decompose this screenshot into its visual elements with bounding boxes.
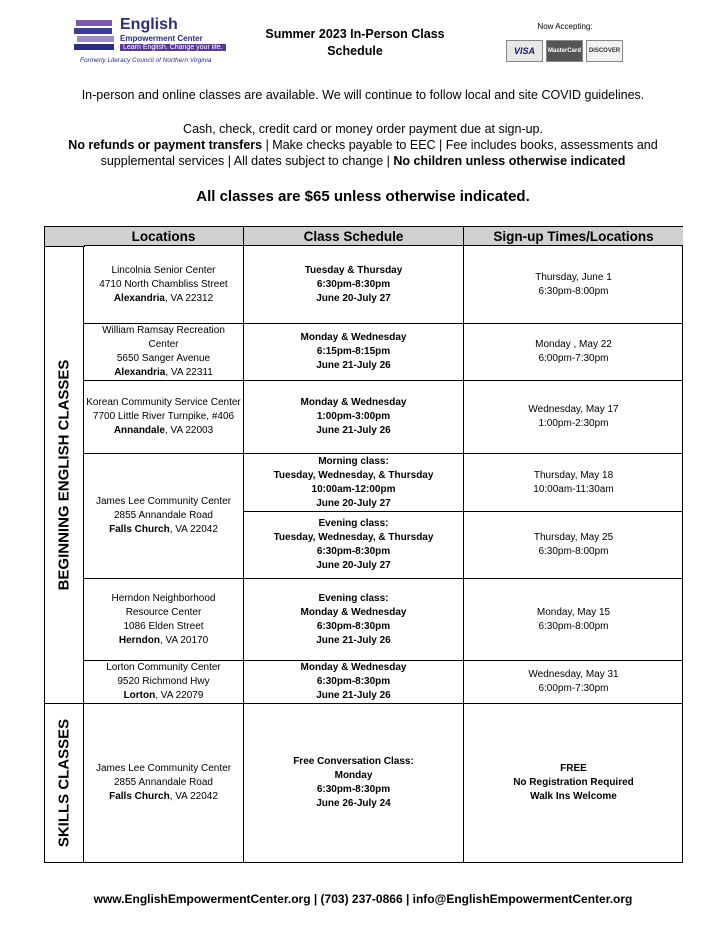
- table-row-schedule: [244, 246, 464, 324]
- schedule-dates: June 21-July 26: [316, 360, 391, 371]
- books-icon: [74, 18, 116, 52]
- header-corner: [45, 227, 85, 247]
- location-city-line: [114, 424, 213, 438]
- schedule-dates: June 21-July 26: [316, 690, 391, 701]
- table-row-schedule: [244, 324, 464, 381]
- table-row-signup-evening: [464, 512, 683, 579]
- table-row-schedule: [244, 661, 464, 704]
- price-note: All classes are $65 unless otherwise indicated.: [196, 188, 530, 205]
- schedule-time: 6:30pm-8:30pm: [316, 620, 391, 632]
- location-address: 4710 North Chambliss Street: [99, 278, 228, 290]
- signup-date: Monday , May 22: [535, 339, 612, 350]
- header-signup: Sign-up Times/Locations: [464, 227, 683, 246]
- payment-cards: [506, 40, 623, 62]
- location-city: Alexandria: [114, 367, 166, 378]
- signup-date: Thursday, June 1: [535, 271, 612, 283]
- location-address: 1086 Elden Street: [123, 620, 204, 632]
- location-state: , VA 20170: [159, 634, 209, 646]
- intro-line-3: [0, 137, 726, 153]
- signup-date: Thursday, May 25: [533, 532, 614, 543]
- signup-time: 6:00pm-7:30pm: [538, 683, 609, 694]
- schedule-class-type: Free Conversation Class:: [293, 756, 414, 767]
- schedule-days: Monday & Wednesday: [300, 332, 407, 343]
- header-class-schedule: Class Schedule: [244, 227, 464, 246]
- location-city: Falls Church: [109, 791, 170, 802]
- location-state: , VA 22312: [164, 292, 214, 304]
- schedule-dates: June 20-July 27: [316, 497, 391, 509]
- page-title: Summer 2023 In-Person Class Schedule: [265, 27, 445, 58]
- table-row-signup: [464, 381, 683, 454]
- location-name: James Lee Community Center: [95, 763, 232, 774]
- location-city: Herndon: [118, 634, 160, 646]
- location-state: , VA 22042: [169, 524, 218, 535]
- logo-former-name: Formerly Literacy Council of Northern Virginia: [80, 57, 212, 64]
- schedule-days: Tuesday, Wednesday, & Thursday: [273, 532, 434, 543]
- signup-date: Wednesday, May 17: [528, 404, 619, 415]
- no-children-note: No children unless otherwise indicated: [393, 154, 626, 168]
- signup-date: Wednesday, May 31: [528, 669, 619, 680]
- schedule-dates: June 20-July 27: [316, 560, 391, 571]
- signup-time: 6:30pm-8:00pm: [538, 546, 609, 557]
- schedule-time: 6:30pm-8:30pm: [316, 784, 391, 795]
- signup-time: 6:30pm-8:00pm: [538, 285, 609, 297]
- location-city-line: [109, 790, 218, 804]
- intro-line-2: Cash, check, credit card or money order payment due at sign-up.: [183, 122, 543, 136]
- location-state: , VA 22042: [169, 791, 218, 802]
- location-city-line: [109, 523, 218, 537]
- table-row-schedule: [244, 704, 464, 862]
- schedule-class-type: Evening class:: [318, 518, 389, 529]
- now-accepting-label: Now Accepting:: [537, 22, 593, 31]
- section-skills: [45, 704, 84, 862]
- schedule-class-type: Morning class:: [318, 455, 389, 467]
- location-city: Falls Church: [109, 524, 170, 535]
- schedule-dates: June 26-July 24: [316, 798, 391, 809]
- schedule-days: Monday: [334, 770, 373, 781]
- location-city-line: [124, 689, 204, 703]
- header-locations: Locations: [84, 227, 244, 246]
- schedule-table: [44, 226, 683, 863]
- section-beginning: [45, 246, 84, 704]
- table-row-location: [84, 246, 244, 324]
- footer-contact: www.EnglishEmpowermentCenter.org | (703) 237-0866 | info@EnglishEmpowermentCenter.org: [93, 892, 633, 906]
- schedule-time: 10:00am-12:00pm: [311, 483, 396, 495]
- table-row-signup-morning: [464, 454, 683, 512]
- signup-time: 1:00pm-2:30pm: [538, 418, 609, 429]
- schedule-time: 6:30pm-8:30pm: [316, 546, 391, 557]
- location-city: Alexandria: [113, 292, 165, 304]
- schedule-time: 6:30pm-8:30pm: [316, 676, 391, 687]
- table-row-signup: [464, 704, 683, 862]
- logo-title: English: [120, 16, 178, 33]
- mastercard-card-icon: MasterCard: [546, 40, 583, 62]
- signup-walk-ins: Walk Ins Welcome: [530, 791, 617, 802]
- schedule-days: Tuesday & Thursday: [304, 264, 403, 276]
- location-name-cont: Center: [148, 339, 179, 350]
- table-row-signup: [464, 661, 683, 704]
- location-address: 2855 Annandale Road: [114, 510, 213, 521]
- location-name: Lincolnia Senior Center: [111, 264, 216, 276]
- location-city: Lorton: [123, 690, 156, 701]
- table-row-schedule-morning: [244, 454, 464, 512]
- table-row-location: [84, 324, 244, 381]
- table-row-signup: [464, 324, 683, 381]
- schedule-days: Monday & Wednesday: [300, 397, 407, 408]
- table-row-location: [84, 704, 244, 862]
- intro-line-4: [0, 153, 726, 169]
- location-name-cont: Resource Center: [125, 606, 202, 618]
- location-name: Korean Community Service Center: [86, 397, 241, 408]
- schedule-days: Monday & Wednesday: [300, 662, 407, 673]
- table-row-schedule: [244, 579, 464, 661]
- table-row-location: [84, 454, 244, 579]
- location-state: , VA 22311: [165, 367, 213, 378]
- signup-time: 6:30pm-8:00pm: [538, 620, 609, 632]
- table-row-signup: [464, 579, 683, 661]
- table-row-schedule: [244, 381, 464, 454]
- location-name: Herndon Neighborhood: [111, 592, 216, 604]
- location-address: 2855 Annandale Road: [114, 777, 213, 788]
- signup-time: 6:00pm-7:30pm: [538, 353, 609, 364]
- schedule-time: 1:00pm-3:00pm: [316, 411, 391, 422]
- location-name: James Lee Community Center: [95, 496, 232, 507]
- table-row-location: [84, 381, 244, 454]
- signup-date: Thursday, May 18: [533, 469, 614, 481]
- logo-subtitle: Empowerment Center: [120, 34, 203, 43]
- schedule-time: 6:15pm-8:15pm: [316, 346, 391, 357]
- schedule-dates: June 21-July 26: [316, 634, 391, 646]
- schedule-class-type: Evening class:: [318, 592, 389, 604]
- signup-date: Monday, May 15: [536, 606, 611, 618]
- table-row-location: [84, 579, 244, 661]
- location-address: 5650 Sanger Avenue: [116, 353, 211, 364]
- table-row-schedule-evening: [244, 512, 464, 579]
- location-city-line: [114, 292, 213, 306]
- schedule-dates: June 20-July 27: [316, 292, 391, 304]
- location-name: Lorton Community Center: [106, 662, 221, 673]
- location-city-line: [119, 634, 208, 648]
- signup-no-registration: No Registration Required: [513, 777, 634, 788]
- signup-time: 10:00am-11:30am: [533, 483, 614, 495]
- table-row-location: [84, 661, 244, 704]
- location-address: 7700 Little River Turnpike, #406: [92, 411, 235, 422]
- schedule-dates: June 21-July 26: [316, 425, 391, 436]
- discover-card-icon: DISCOVER: [586, 40, 623, 62]
- eec-logo: [74, 14, 224, 64]
- intro-line-1: In-person and online classes are available. We will continue to follow local and site COVID guidelines.: [81, 88, 645, 102]
- section-skills-label: SKILLS CLASSES: [55, 718, 73, 848]
- location-address: 9520 Richmond Hwy: [117, 676, 210, 687]
- schedule-time: 6:30pm-8:30pm: [316, 278, 391, 290]
- logo-tagline: Learn English. Change your life.: [120, 44, 226, 51]
- location-city: Annandale: [113, 425, 165, 436]
- no-refunds-note: No refunds or payment transfers: [68, 138, 263, 152]
- table-row-signup: [464, 246, 683, 324]
- signup-free: FREE: [560, 763, 587, 774]
- location-city-line: [114, 366, 213, 380]
- payment-note: | Make checks payable to EEC | Fee includes books, assessments and: [262, 138, 658, 152]
- location-name: William Ramsay Recreation: [102, 325, 225, 336]
- schedule-days: Tuesday, Wednesday, & Thursday: [273, 469, 434, 481]
- section-beginning-label: BEGINNING ENGLISH CLASSES: [55, 359, 73, 590]
- services-note: supplemental services | All dates subject to change |: [100, 154, 394, 168]
- schedule-days: Monday & Wednesday: [300, 606, 407, 618]
- location-state: , VA 22003: [164, 425, 214, 436]
- location-state: , VA 22079: [155, 690, 204, 701]
- visa-card-icon: VISA: [506, 40, 543, 62]
